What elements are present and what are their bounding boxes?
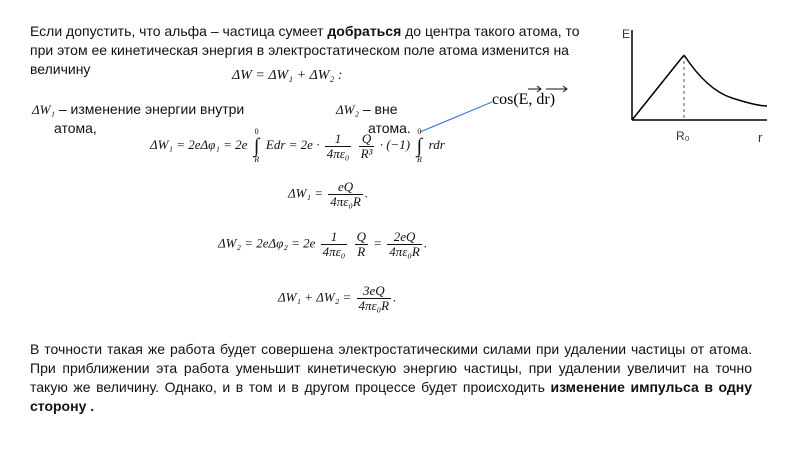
formula-total: ΔW = ΔW₁ + ΔW₂ : [232, 68, 343, 83]
eq1-fraction-1: $\frac{1}{\text{4πε₀}}$ [326, 130, 350, 161]
integral-lower-1: R [254, 155, 260, 164]
eq1-integrand: Edr = 2e · [265, 136, 320, 152]
dw2-desc-line1: – вне [358, 101, 398, 117]
graph-r0-label: R₀ [676, 129, 690, 143]
equation-dw1-result: ΔW₁ = $\frac{eQ}{\text{4πε₀R}}$ . [288, 179, 369, 209]
eq1-integrand-2: rdr [428, 136, 445, 152]
integral-sign-1: 0 ∫ R [251, 128, 263, 164]
eq2-fraction: $\frac{eQ}{\text{4πε₀R}}$ [330, 179, 361, 209]
conclusion-paragraph [30, 340, 752, 416]
equation-sum: ΔW₁ + ΔW₂ = $\frac{3eQ}{\text{4πε₀R}}$ . [278, 283, 397, 313]
eq3-fraction-2: $\frac{Q}{R}$ [356, 229, 366, 259]
intro-text-1: Если допустить, что альфа – частица сумеет [30, 23, 328, 39]
cos-formula-svg [490, 80, 580, 116]
equation-dw1-integral [150, 128, 445, 164]
graph-decay-curve [684, 55, 767, 106]
energy-graph [612, 20, 772, 160]
eq1-fraction-2: $\frac{Q}{\text{R³}}$ [360, 130, 373, 161]
dw1-symbol: ΔW₁ [32, 102, 55, 117]
dw1-desc-line1: – изменение энергии внутри [54, 101, 245, 117]
intro-bold-word: добраться [327, 23, 402, 39]
eq1-lhs: ΔW₁ = 2eΔφ₁ = 2e [150, 136, 248, 152]
eq3-fraction-3: $\frac{2eQ}{\text{4πε₀R}}$ [389, 229, 420, 259]
dw2-desc-line2: атома. [368, 120, 411, 136]
integral-sign-2: 0 ∫ R [416, 127, 423, 164]
eq1-tail: · (−1) [379, 136, 411, 152]
eq2-lhs: ΔW₁ = [288, 185, 324, 201]
graph-y-label: E [622, 27, 631, 41]
equation-dw2: ΔW₂ = 2eΔφ₂ = 2e $\frac{1}{\text{4πε₀}}$ $\frac{Q}{R}$ = $\frac{2eQ}{\text{4πε₀R}}$ . [218, 229, 428, 259]
conclusion-bold: изменение импульса в одну сторону . [30, 379, 752, 414]
eq3-fraction-1: $\frac{1}{\text{4πε₀}}$ [322, 229, 346, 259]
eq4-fraction: $\frac{3eQ}{\text{4πε₀R}}$ [358, 283, 390, 313]
eq4-lhs: ΔW₁ + ΔW₂ = [278, 289, 352, 305]
graph-x-label: r [758, 130, 763, 145]
dw2-symbol: ΔW₂ [336, 102, 359, 117]
cos-annotation [490, 80, 580, 121]
cos-text: cos(E, dr) [492, 91, 556, 108]
conclusion-text: В точности такая же работа будет совершена электростатическими силами при удалении частицы от атома. При приближении эта работа уменьшит кинетическую энергию частицы, при удалении увеличит на точно такую же величину. Однако, и в том и в другом процессе будет происходить [30, 341, 752, 395]
intro-text-2: до центра такого атома, то при этом ее кинетическая энергия в электростатическом поле атома изменится на величину [30, 23, 580, 77]
eq3-lhs: ΔW₂ = 2eΔφ₂ = 2e [218, 235, 316, 251]
integral-upper-1: 0 [254, 127, 259, 136]
dw1-desc-line2: атома, [54, 120, 97, 136]
graph-rising-line [632, 55, 684, 120]
